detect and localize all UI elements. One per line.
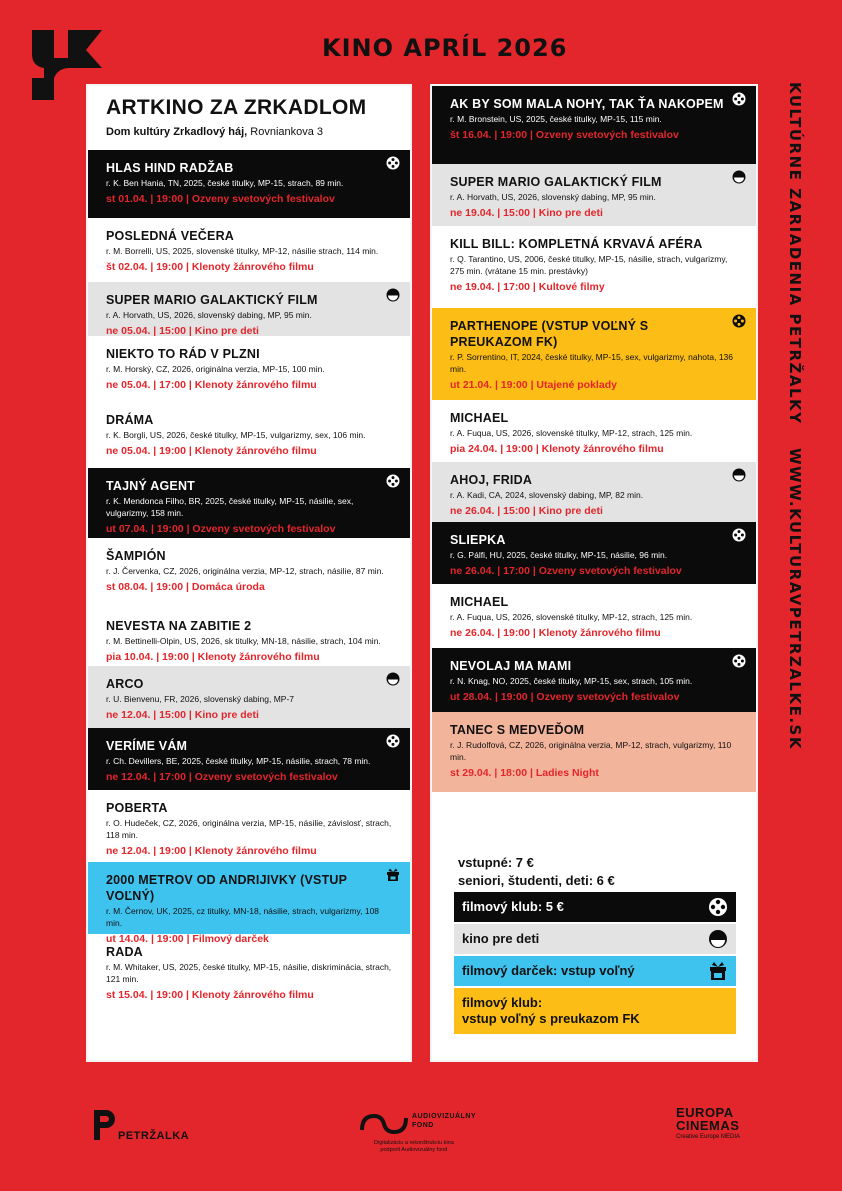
legend-fk-line1: filmový klub:	[462, 995, 543, 1010]
film-title: KILL BILL: KOMPLETNÁ KRVAVÁ AFÉRA	[450, 237, 703, 251]
film-details: r. M. Horský, CZ, 2026, originálna verzia, MP-15, 100 min.	[106, 364, 325, 374]
film-club-icon	[386, 474, 400, 488]
screening-entry	[432, 86, 756, 164]
website-vertical-label[interactable]: WWW.KULTURAVPETRZALKE.SK	[786, 448, 804, 750]
schedule-column-left	[86, 84, 412, 1062]
screening-entry	[432, 522, 756, 584]
film-details: r. Q. Tarantino, US, 2006, české titulky, MP-15, násilie, strach, vulgarizmy, 275 min. (vrátane 15 min. prestávky)	[450, 254, 728, 276]
screening-entry	[88, 862, 410, 945]
kids-icon	[386, 288, 400, 302]
screening-entry	[88, 666, 410, 728]
screening-entry	[88, 608, 410, 666]
screening-date: ne 05.04. | 19:00 | Klenoty žánrového filmu	[106, 445, 317, 457]
kids-face-icon	[708, 929, 728, 949]
screening-date: st 15.04. | 19:00 | Klenoty žánrového filmu	[106, 989, 314, 1001]
screening-date: ut 07.04. | 19:00 | Ozveny svetových festivalov	[106, 523, 336, 535]
screening-date: ne 05.04. | 15:00 | Kino pre deti	[106, 325, 259, 337]
screening-date: št 16.04. | 19:00 | Ozveny svetových festivalov	[450, 129, 679, 141]
screening-date: st 08.04. | 19:00 | Domáca úroda	[106, 581, 265, 593]
screening-entry	[88, 728, 410, 790]
film-details: r. K. Mendonca Filho, BR, 2025, české titulky, MP-15, násilie, sex, vulgarizmy, 158 min.	[106, 496, 354, 518]
screening-date: ut 28.04. | 19:00 | Ozveny svetových festivalov	[450, 691, 680, 703]
cinemas-wordmark: CINEMAS	[676, 1118, 740, 1133]
screening-date: ne 19.04. | 15:00 | Kino pre deti	[450, 207, 603, 219]
screening-date: st 29.04. | 18:00 | Ladies Night	[450, 767, 599, 779]
screening-date: ne 26.04. | 19:00 | Klenoty žánrového filmu	[450, 627, 661, 639]
screening-date: st 01.04. | 19:00 | Ozveny svetových festivalov	[106, 193, 335, 205]
price-reduced: seniori, študenti, deti: 6 €	[458, 873, 615, 888]
screening-date: št 02.04. | 19:00 | Klenoty žánrového filmu	[106, 261, 314, 273]
screening-date: ne 19.04. | 17:00 | Kultové filmy	[450, 281, 605, 293]
film-details: r. M. Bronstein, US, 2025, české titulky, MP-15, 115 min.	[450, 114, 662, 124]
screening-entry	[88, 218, 410, 282]
film-title: NIEKTO TO RÁD V PLZNI	[106, 347, 260, 361]
page-title: KINO APRÍL 2026	[322, 34, 568, 62]
screening-date: pia 10.04. | 19:00 | Klenoty žánrového filmu	[106, 651, 320, 663]
avf-note-line2: podporil Audiovizuálny fond	[380, 1147, 448, 1153]
screening-entry	[432, 164, 756, 226]
screening-date: ne 12.04. | 17:00 | Ozveny svetových festivalov	[106, 771, 338, 783]
screening-list-right	[432, 86, 756, 792]
screening-entry	[88, 790, 410, 862]
film-details: r. Ch. Devillers, BE, 2025, české titulky, MP-15, násilie, strach, 78 min.	[106, 756, 371, 766]
legend-gift-label: filmový darček: vstup voľný	[462, 963, 635, 978]
film-details: r. G. Pálfi, HU, 2025, české titulky, MP-15, násilie, 96 min.	[450, 550, 668, 560]
legend-kids	[454, 924, 736, 954]
film-details: r. M. Černov, UK, 2025, cz titulky, MN-18, násilie, strach, vulgarizmy, 108 min.	[106, 906, 380, 928]
legend-film-club-label: filmový klub: 5 €	[462, 899, 564, 914]
gift-box-icon	[708, 961, 728, 981]
price-regular: vstupné: 7 €	[458, 855, 534, 870]
screening-entry	[432, 400, 756, 462]
film-details: r. J. Červenka, CZ, 2026, originálna verzia, MP-12, strach, násilie, 87 min.	[106, 566, 384, 576]
venue-street: Rovniankova 3	[247, 126, 324, 138]
film-title: POBERTA	[106, 801, 168, 815]
screening-date: ne 26.04. | 15:00 | Kino pre deti	[450, 505, 603, 517]
film-club-icon	[732, 654, 746, 668]
film-details: r. A. Fuqua, US, 2026, slovenské titulky, MP-12, strach, 125 min.	[450, 612, 693, 622]
price-info	[458, 854, 615, 890]
screening-date: ne 12.04. | 15:00 | Kino pre deti	[106, 709, 259, 721]
film-title: POSLEDNÁ VEČERA	[106, 229, 235, 243]
kids-icon	[732, 468, 746, 482]
screening-entry	[88, 402, 410, 468]
film-title: NEVOLAJ MA MAMI	[450, 659, 572, 673]
film-details: r. U. Bienvenu, FR, 2026, slovenský dabing, MP-7	[106, 694, 295, 704]
venue-name: Dom kultúry Zrkadlový háj,	[106, 126, 248, 138]
screening-entry	[432, 226, 756, 308]
legend-fk-line2: vstup voľný s preukazom FK	[462, 1011, 640, 1026]
film-details: r. M. Bettinelli-Olpin, US, 2026, sk titulky, MN-18, násilie, strach, 104 min.	[106, 636, 381, 646]
screening-list-left	[88, 150, 410, 1000]
avf-note-line1: Digitalizáciu a rekonštrukciu kina	[374, 1140, 454, 1146]
film-details: r. A. Kadi, CA, 2024, slovenský dabing, MP, 82 min.	[450, 490, 644, 500]
avf-wordmark-line2: FOND	[412, 1122, 434, 1129]
film-title: MICHAEL	[450, 411, 509, 425]
film-details: r. K. Ben Hania, TN, 2025, české titulky, MP-15, strach, 89 min.	[106, 178, 344, 188]
film-details: r. A. Fuqua, US, 2026, slovenské titulky, MP-12, strach, 125 min.	[450, 428, 693, 438]
screening-date: ne 05.04. | 17:00 | Klenoty žánrového filmu	[106, 379, 317, 391]
film-title: ŠAMPIÓN	[106, 549, 166, 563]
film-title: AK BY SOM MALA NOHY, TAK ŤA NAKOPEM	[450, 97, 724, 111]
film-title: TANEC S MEDVEĎOM	[450, 723, 585, 737]
film-details: r. M. Borrelli, US, 2025, slovenské titulky, MP-12, násilie strach, 114 min.	[106, 246, 379, 256]
film-title: SLIEPKA	[450, 533, 506, 547]
petrzalka-wordmark: PETRŽALKA	[118, 1130, 190, 1142]
film-title: AHOJ, FRIDA	[450, 473, 533, 487]
film-reel-icon	[708, 897, 728, 917]
screening-entry	[88, 468, 410, 538]
organization-vertical-label: KULTÚRNE ZARIADENIA PETRŽALKY	[786, 82, 804, 425]
legend-film-club-free	[454, 988, 736, 1034]
film-club-icon	[732, 92, 746, 106]
venue-address	[106, 126, 392, 138]
petrzalka-mark-icon	[92, 1108, 116, 1142]
schedule-column-right	[430, 84, 758, 1062]
screening-date: pia 24.04. | 19:00 | Klenoty žánrového filmu	[450, 443, 664, 455]
venue-title: ARTKINO ZA ZRKADLOM	[106, 96, 367, 119]
film-club-icon	[732, 528, 746, 542]
screening-entry	[88, 150, 410, 218]
screening-entry	[432, 712, 756, 792]
film-details: r. K. Borgli, US, 2026, české titulky, MP-15, vulgarizmy, sex, 106 min.	[106, 430, 366, 440]
creative-europe-label: Creative Europe MEDIA	[676, 1134, 741, 1140]
europa-cinemas-logo	[676, 1106, 740, 1140]
film-details: r. N. Knag, NO, 2025, české titulky, MP-15, sex, strach, 105 min.	[450, 676, 693, 686]
kids-icon	[732, 170, 746, 184]
film-title: 2000 METROV OD ANDRIJIVKY (VSTUP VOĽNÝ)	[106, 873, 347, 903]
screening-date: ne 26.04. | 17:00 | Ozveny svetových festivalov	[450, 565, 682, 577]
film-club-icon	[732, 314, 746, 328]
screening-entry	[88, 538, 410, 608]
film-title: VERÍME VÁM	[106, 739, 188, 753]
film-details: r. P. Sorrentino, IT, 2024, české titulky, MP-15, sex, vulgarizmy, nahota, 136 min.	[450, 352, 733, 374]
screening-entry	[432, 584, 756, 648]
film-title: RADA	[106, 945, 143, 959]
screening-entry	[432, 462, 756, 522]
avf-wordmark-line1: AUDIOVIZUÁLNY	[412, 1113, 477, 1120]
film-details: r. J. Rudolfová, CZ, 2026, originálna verzia, MP-12, strach, vulgarizmy, 110 min.	[450, 740, 732, 762]
screening-entry	[88, 934, 410, 1000]
film-title: TAJNÝ AGENT	[106, 479, 196, 493]
film-title: HLAS HIND RADŽAB	[106, 161, 234, 175]
legend-kids-label: kino pre deti	[462, 931, 540, 946]
film-details: r. O. Hudeček, CZ, 2026, originálna verzia, MP-15, násilie, závislosť, strach, 118 min.	[106, 818, 392, 840]
screening-entry	[88, 282, 410, 336]
screening-entry	[432, 308, 756, 400]
avf-mark-icon	[360, 1110, 408, 1136]
gift-icon	[386, 868, 400, 882]
film-title: SUPER MARIO GALAKTICKÝ FILM	[106, 293, 318, 307]
legend-film-club	[454, 892, 736, 922]
film-details: r. A. Horvath, US, 2026, slovenský dabing, MP, 95 min.	[450, 192, 656, 202]
screening-entry	[432, 648, 756, 712]
screening-date: ut 21.04. | 19:00 | Utajené poklady	[450, 379, 617, 391]
film-title: SUPER MARIO GALAKTICKÝ FILM	[450, 175, 662, 189]
legend-gift	[454, 956, 736, 986]
film-details: r. A. Horvath, US, 2026, slovenský dabing, MP, 95 min.	[106, 310, 312, 320]
film-title: ARCO	[106, 677, 144, 691]
screening-entry	[88, 336, 410, 402]
film-title: MICHAEL	[450, 595, 509, 609]
film-title: PARTHENOPE (VSTUP VOĽNÝ S PREUKAZOM FK)	[450, 319, 649, 349]
kids-icon	[386, 672, 400, 686]
venue-header	[88, 86, 410, 150]
film-title: NEVESTA NA ZABITIE 2	[106, 619, 252, 633]
film-club-icon	[386, 156, 400, 170]
screening-date: ut 14.04. | 19:00 | Filmový darček	[106, 933, 269, 945]
film-details: r. M. Whitaker, US, 2025, české titulky, MP-15, násilie, diskriminácia, strach, 121 min.	[106, 962, 392, 984]
film-club-icon	[386, 734, 400, 748]
europa-wordmark: EUROPA	[676, 1105, 734, 1120]
screening-date: ne 12.04. | 19:00 | Klenoty žánrového filmu	[106, 845, 317, 857]
film-title: DRÁMA	[106, 413, 154, 427]
